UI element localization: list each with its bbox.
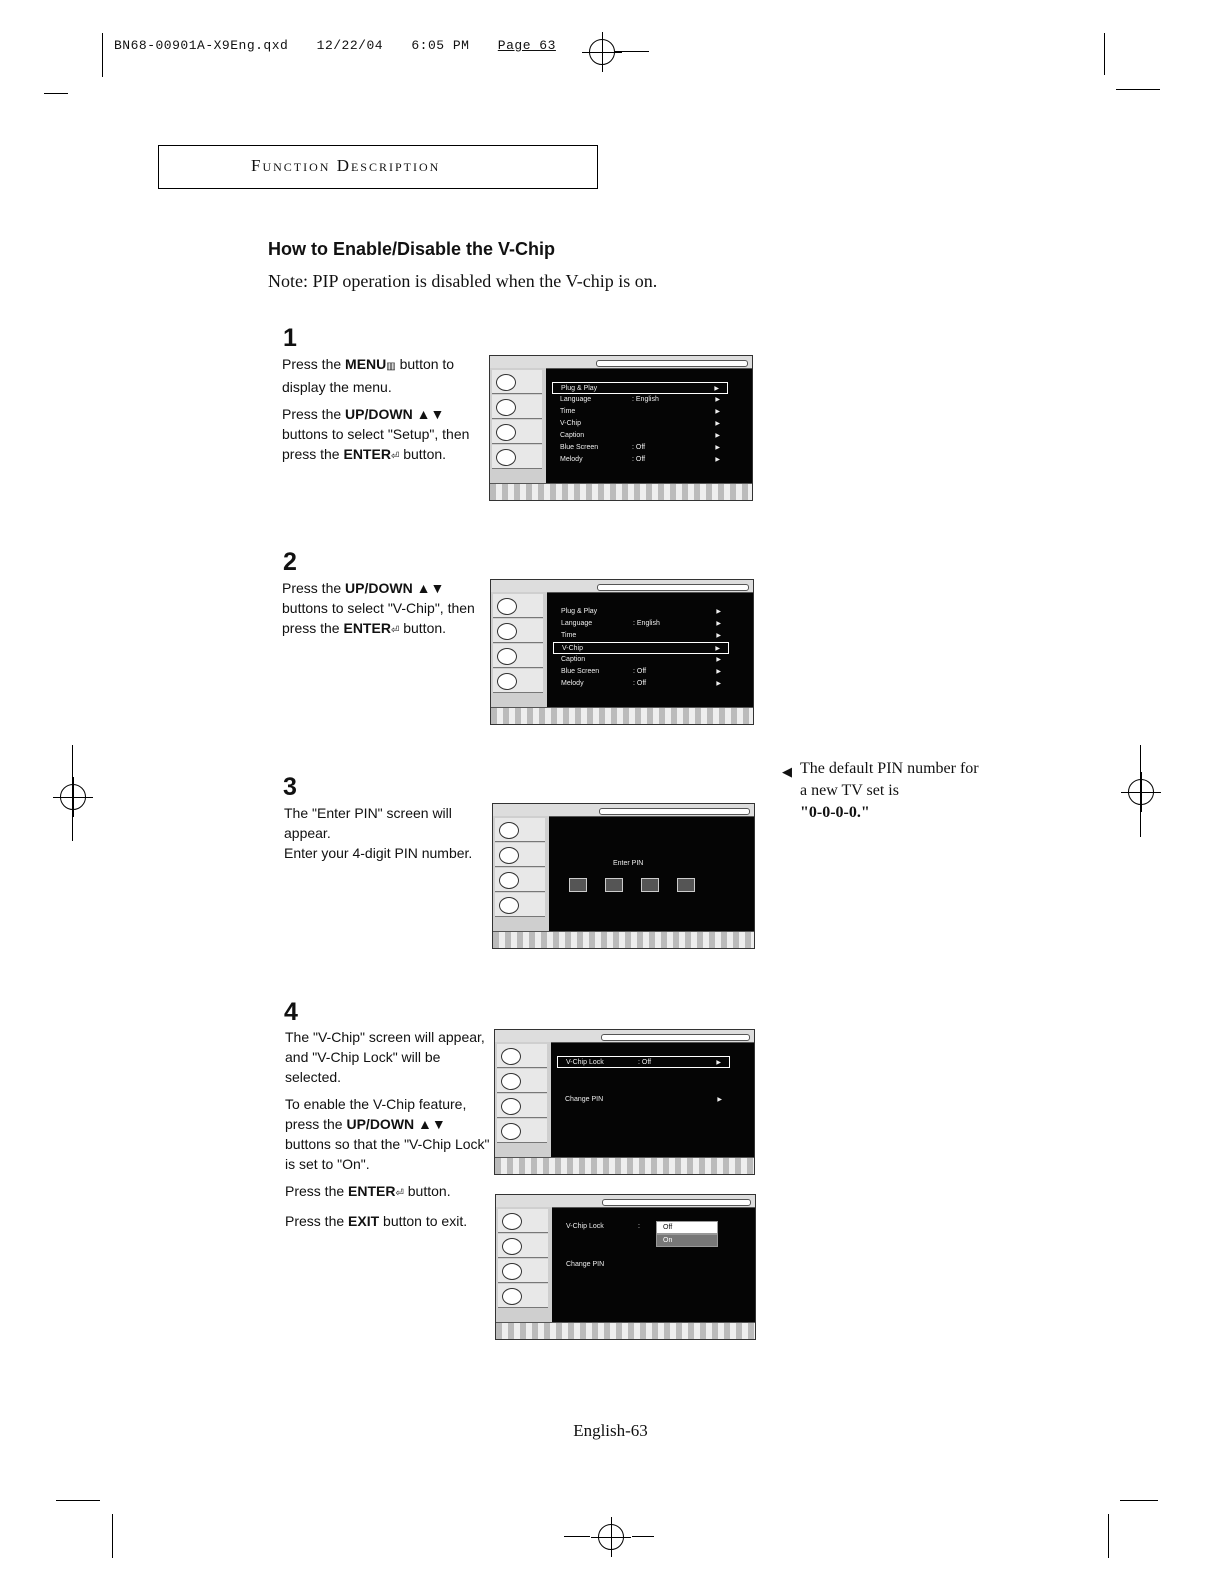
setup-icon <box>492 445 542 469</box>
menu-item: V-Chip Lock : Off ▶ <box>557 1056 730 1068</box>
step-paragraph: Press the UP/DOWN ▲▼ buttons to select "V-Chip", then press the ENTER⏎ button. <box>282 580 475 636</box>
registration-mark-icon <box>60 784 86 810</box>
step-paragraph: To enable the V-Chip feature, press the UP/DOWN ▲▼ buttons so that the "V-Chip Lock" is set to "On". <box>285 1096 490 1172</box>
menu-item: Caption ▶ <box>552 430 728 442</box>
registration-mark-icon <box>1128 779 1154 805</box>
crop-mark <box>1120 1500 1158 1501</box>
menu-item: Change PIN ▶ <box>557 1094 730 1106</box>
enter-button-icon: ⏎ <box>395 1188 404 1199</box>
menu-button-icon: ▥ <box>386 361 396 372</box>
step-paragraph: Press the ENTER⏎ button. <box>285 1183 451 1199</box>
pointer-triangle-icon: ◀ <box>782 764 792 779</box>
enter-button-icon: ⏎ <box>390 625 400 636</box>
tv-screen-vchip-lock-options <box>495 1194 756 1340</box>
tv-screen-vchip <box>494 1029 755 1175</box>
channel-icon <box>498 1259 548 1283</box>
sound-icon <box>493 619 543 643</box>
arrow-right-icon: ▶ <box>715 397 720 403</box>
menu-item: Language : English ▶ <box>552 394 728 406</box>
screen-sidebar <box>496 1207 552 1323</box>
menu-item: Blue Screen : Off ▶ <box>553 666 729 678</box>
crop-mark <box>112 1514 113 1558</box>
step-instructions <box>282 354 492 474</box>
section-header: Function Description <box>158 145 598 189</box>
step-number: 2 <box>283 548 297 576</box>
slug-time: 6:05 PM <box>411 38 470 53</box>
crop-mark <box>632 1536 654 1537</box>
screen-sidebar <box>495 1042 551 1158</box>
menu-item: Melody : Off ▶ <box>552 454 728 466</box>
setup-menu-list <box>552 382 728 466</box>
crop-mark <box>72 745 73 841</box>
crop-mark <box>1104 33 1105 75</box>
menu-item: V-Chip Lock : <box>566 1223 640 1230</box>
enter-button-icon: ⏎ <box>390 451 400 462</box>
step-instructions <box>282 578 492 648</box>
channel-icon <box>493 644 543 668</box>
channel-icon <box>495 868 545 892</box>
pip-note: Note: PIP operation is disabled when the V-chip is on. <box>268 271 658 291</box>
channel-icon <box>492 420 542 444</box>
screen-bottom-bar <box>491 707 753 724</box>
option-on: On <box>656 1234 718 1247</box>
slug-date: 12/22/04 <box>316 38 384 53</box>
sound-icon <box>492 395 542 419</box>
menu-item: Change PIN <box>566 1261 605 1268</box>
channel-icon <box>497 1094 547 1118</box>
sound-icon <box>495 843 545 867</box>
picture-icon <box>493 594 543 618</box>
setup-menu-list <box>553 606 729 690</box>
arrow-right-icon: ▶ <box>715 457 720 463</box>
screen-bottom-bar <box>490 483 752 500</box>
arrow-right-icon: ▶ <box>716 681 721 687</box>
step-number: 4 <box>284 998 298 1026</box>
tv-screen-setup-vchip <box>490 579 754 725</box>
setup-icon <box>498 1284 548 1308</box>
menu-item: V-Chip ▶ <box>552 418 728 430</box>
crop-mark <box>1116 89 1160 90</box>
page-title: How to Enable/Disable the V-Chip <box>268 239 556 259</box>
menu-item: Time ▶ <box>552 406 728 418</box>
pin-digit-box <box>605 878 623 892</box>
screen-sidebar <box>490 368 546 484</box>
setup-icon <box>493 669 543 693</box>
picture-icon <box>497 1044 547 1068</box>
vchip-lock-options <box>656 1221 718 1247</box>
arrow-right-icon: ▶ <box>716 669 721 675</box>
screen-bottom-bar <box>493 931 754 948</box>
menu-item: Time ▶ <box>553 630 729 642</box>
crop-mark <box>1140 745 1141 837</box>
screen-bottom-bar <box>496 1322 755 1339</box>
registration-mark-icon <box>598 1524 624 1550</box>
step-paragraph: Press the EXIT button to exit. <box>285 1213 468 1229</box>
picture-icon <box>492 370 542 394</box>
crop-mark <box>44 93 68 94</box>
step-paragraph: The "Enter PIN" screen will appear. Enter your 4-digit PIN number. <box>284 805 473 861</box>
step-paragraph: The "V-Chip" screen will appear, and "V-Chip Lock" will be selected. <box>285 1029 485 1085</box>
menu-item: Language : English ▶ <box>553 618 729 630</box>
screen-bottom-bar <box>495 1157 754 1174</box>
tv-screen-enter-pin <box>492 803 755 949</box>
arrow-right-icon: ▶ <box>715 409 720 415</box>
menu-item: Blue Screen : Off ▶ <box>552 442 728 454</box>
sound-icon <box>498 1234 548 1258</box>
arrow-right-icon: ▶ <box>716 609 721 615</box>
step-instructions <box>284 803 489 870</box>
tv-screen-setup <box>489 355 753 501</box>
arrow-right-icon: ▶ <box>716 657 721 663</box>
step-paragraph: Press the MENU▥ button to display the menu. <box>282 356 455 395</box>
page-footer: English-63 <box>573 1421 648 1440</box>
screen-sidebar <box>491 592 547 708</box>
crop-mark <box>564 1536 590 1537</box>
enter-pin-title: Enter PIN <box>613 860 644 867</box>
arrow-right-icon: ▶ <box>715 646 720 652</box>
pin-digit-box <box>641 878 659 892</box>
step-instructions <box>285 1027 490 1238</box>
menu-item: V-Chip ▶ <box>553 642 729 654</box>
pin-digit-box <box>569 878 587 892</box>
menu-item: Melody : Off ▶ <box>553 678 729 690</box>
slug-page: Page 63 <box>497 38 556 53</box>
vchip-menu-list <box>557 1056 730 1106</box>
arrow-right-icon: ▶ <box>715 421 720 427</box>
crop-mark <box>102 33 103 77</box>
arrow-right-icon: ▶ <box>717 1097 722 1103</box>
setup-icon <box>497 1119 547 1143</box>
pin-digit-box <box>677 878 695 892</box>
step-number: 1 <box>283 324 297 352</box>
sound-icon <box>497 1069 547 1093</box>
crop-mark <box>1108 1514 1109 1558</box>
screen-sidebar <box>493 816 549 932</box>
arrow-right-icon: ▶ <box>716 633 721 639</box>
picture-icon <box>495 818 545 842</box>
option-off: Off <box>656 1221 718 1234</box>
print-slug <box>114 38 576 53</box>
menu-item: Plug & Play ▶ <box>552 382 728 394</box>
step-paragraph: Press the UP/DOWN ▲▼ buttons to select "Setup", then press the ENTER⏎ button. <box>282 406 470 462</box>
menu-item: Caption ▶ <box>553 654 729 666</box>
registration-mark-icon <box>589 39 615 65</box>
default-pin-note: ◀ The default PIN number for a new TV set is "0-0-0-0." <box>782 760 979 821</box>
arrow-right-icon: ▶ <box>715 433 720 439</box>
step-number: 3 <box>283 773 297 801</box>
pin-digit-boxes <box>569 878 713 897</box>
crop-mark <box>56 1500 100 1501</box>
menu-item: Plug & Play ▶ <box>553 606 729 618</box>
arrow-right-icon: ▶ <box>716 621 721 627</box>
arrow-right-icon: ▶ <box>715 445 720 451</box>
slug-file: BN68-00901A-X9Eng.qxd <box>114 38 289 53</box>
setup-icon <box>495 893 545 917</box>
crop-mark <box>615 51 649 52</box>
picture-icon <box>498 1209 548 1233</box>
arrow-right-icon: ▶ <box>714 386 719 392</box>
arrow-right-icon: ▶ <box>716 1060 721 1066</box>
